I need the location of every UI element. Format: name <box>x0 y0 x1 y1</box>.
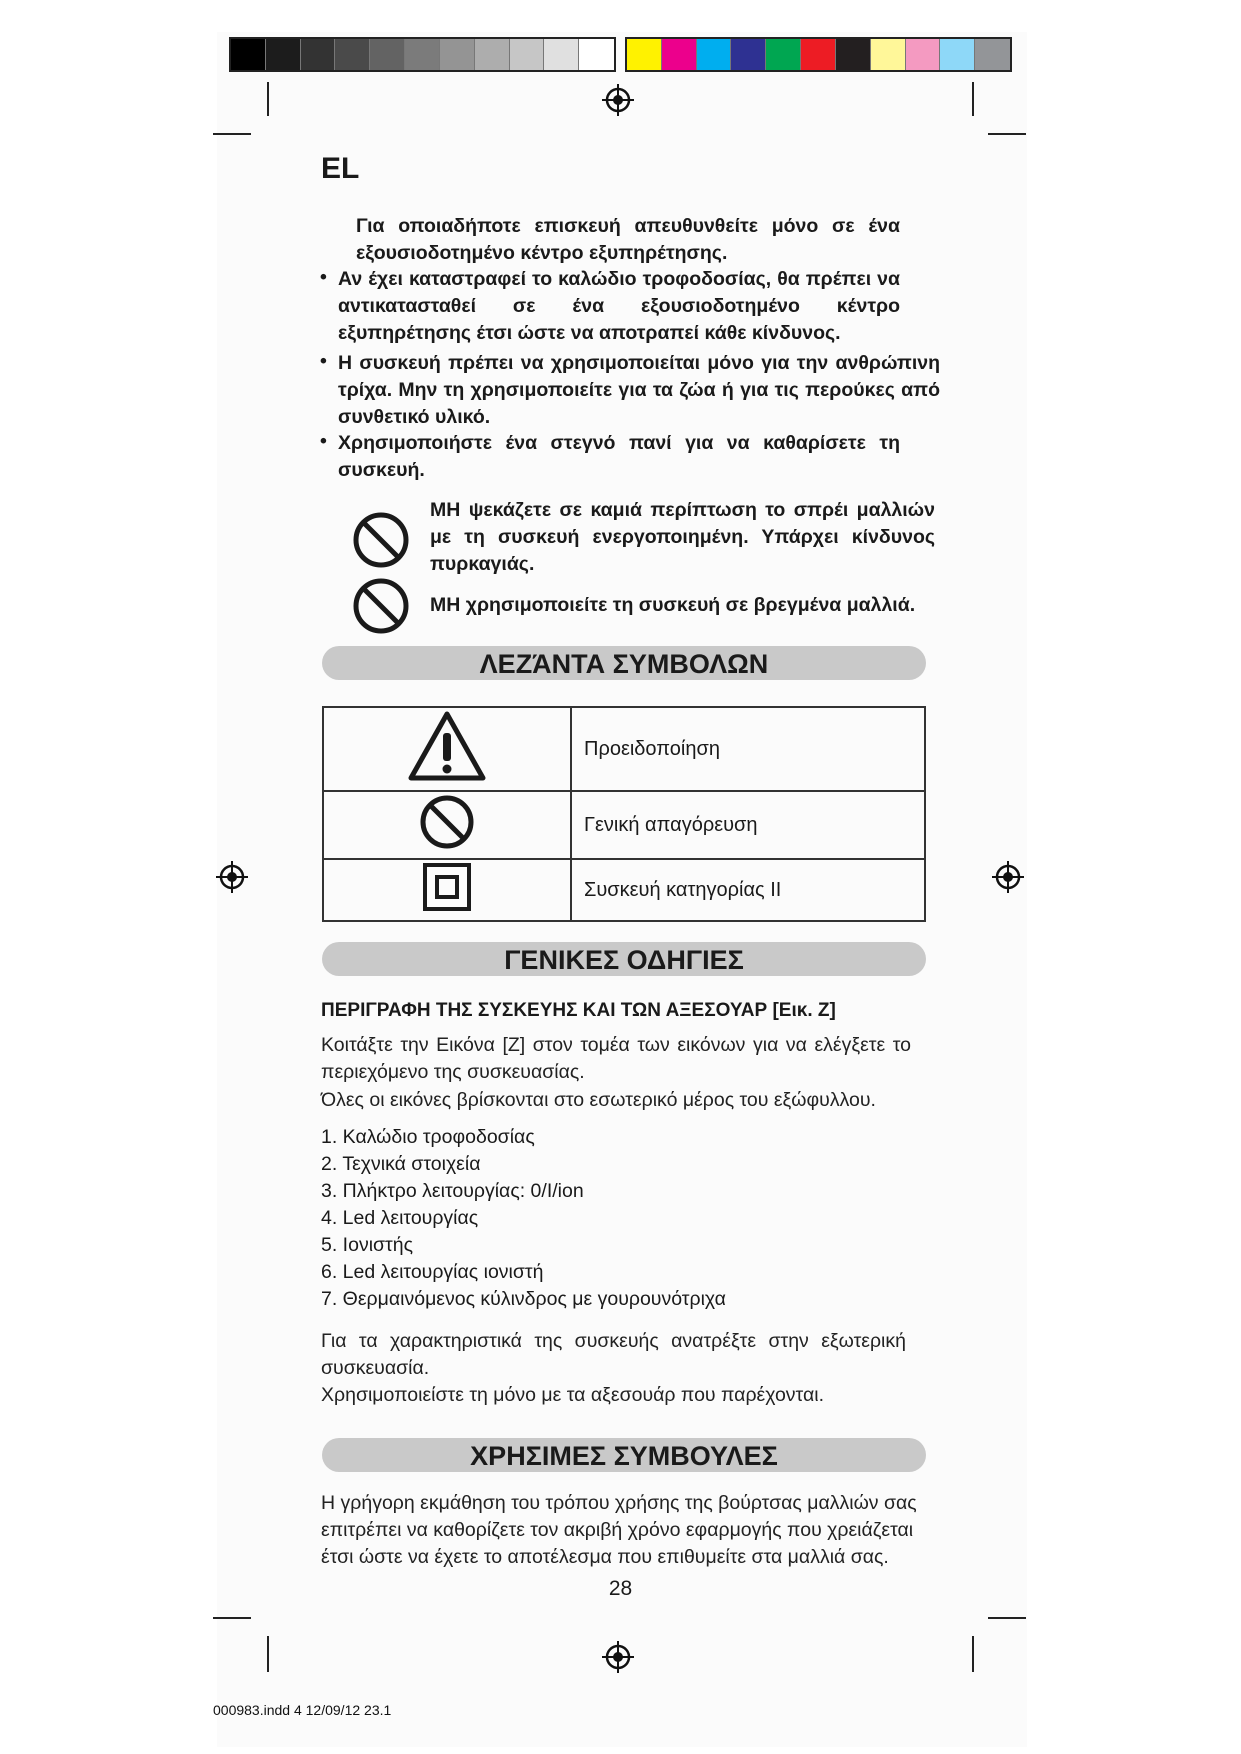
process-color-bar <box>625 37 1012 72</box>
section-banner-tips: ΧΡΗΣΙΜΕΣ ΣΥΜΒΟΥΛΕΣ <box>322 1438 926 1472</box>
color-swatch <box>731 39 766 70</box>
crop-mark <box>988 1617 1026 1619</box>
crop-mark <box>972 82 974 116</box>
warning-wet-hair: ΜΗ χρησιμοποιείτε τη συσκευή σε βρεγμένα μαλλιά. <box>430 594 916 616</box>
warning-triangle-icon <box>406 709 488 783</box>
list-item: 6. Led λειτουργίας ιονιστή <box>321 1261 544 1283</box>
color-swatch <box>301 39 336 70</box>
color-swatch <box>335 39 370 70</box>
list-item: 1. Καλώδιο τροφοδοσίας <box>321 1126 535 1148</box>
color-swatch <box>766 39 801 70</box>
safety-bullet <box>338 266 900 347</box>
list-item: 7. Θερμαινόμενος κύλινδρος με γουρουνότριχα <box>321 1288 726 1310</box>
tips-text: Η γρήγορη εκμάθηση του τρόπου χρήσης της βούρτσας μαλλιών σας επιτρέπει να καθορίζετε τον ακριβή χρόνο εφαρμογής που χρειάζεται έτσι ώστε να έχετε το αποτέλεσμα που επιθυμείτε στα μαλλιά σας. <box>321 1492 917 1568</box>
bullet-dot: • <box>320 350 327 372</box>
color-swatch <box>475 39 510 70</box>
safety-bullet-text: Η συσκευή πρέπει να χρησιμοποιείται μόνο για την ανθρώπινη τρίχα. Μην τη χρησιμοποιείτε για τα ζώα ή για τις περούκες από συνθετικό υλικό. <box>338 352 940 428</box>
safety-bullet-text: Αν έχει καταστραφεί το καλώδιο τροφοδοσίας, θα πρέπει να αντικατασταθεί σε ένα εξουσιοδοτημένο κέντρο εξυπηρέτησης έτσι ώστε να αποτραπεί κάθε κίνδυνος. <box>338 268 900 344</box>
color-swatch <box>579 39 614 70</box>
images-location-text: Όλες οι εικόνες βρίσκονται στο εσωτερικό μέρος του εξώφυλλου. <box>321 1089 876 1111</box>
color-swatch <box>544 39 579 70</box>
color-swatch <box>940 39 975 70</box>
language-code: EL <box>321 152 360 185</box>
page-number: 28 <box>608 1577 633 1600</box>
registration-mark-icon <box>602 84 634 116</box>
section-banner-general: ΓΕΝΙΚΕΣ ΟΔΗΓΙΕΣ <box>322 942 926 976</box>
print-slug: 000983.indd 4 12/09/12 23.1 <box>213 1702 392 1718</box>
color-swatch <box>801 39 836 70</box>
list-item: 4. Led λειτουργίας <box>321 1207 479 1229</box>
crop-mark <box>972 1636 974 1672</box>
list-item: 2. Τεχνικά στοιχεία <box>321 1153 481 1175</box>
legend-row <box>323 859 925 921</box>
symbol-legend-table <box>322 706 926 922</box>
accessories-text: Χρησιμοποιείστε τη μόνο με τα αξεσουάρ που παρέχονται. <box>321 1384 824 1406</box>
bullet-dot: • <box>320 430 327 452</box>
registration-mark-icon <box>602 1641 634 1673</box>
characteristics-text: Για τα χαρακτηριστικά της συσκευής ανατρέξτε στην εξωτερική συσκευασία. <box>321 1330 906 1379</box>
color-swatch <box>836 39 871 70</box>
safety-bullet <box>338 430 900 484</box>
legend-row <box>323 707 925 791</box>
legend-row <box>323 791 925 859</box>
list-item: 5. Ιονιστής <box>321 1234 414 1256</box>
color-swatch <box>370 39 405 70</box>
legend-label: Συσκευή κατηγορίας II <box>571 859 925 921</box>
color-swatch <box>662 39 697 70</box>
warning-spray: ΜΗ ψεκάζετε σε καμιά περίπτωση το σπρέι μαλλιών με τη συσκευή ενεργοποιημένη. Υπάρχει κίνδυνος πυρκαγιάς. <box>430 499 935 575</box>
registration-mark-icon <box>216 861 248 893</box>
prohibition-icon <box>418 793 476 851</box>
color-swatch <box>440 39 475 70</box>
prohibition-icon <box>351 576 411 636</box>
safety-intro: Για οποιαδήποτε επισκευή απευθυνθείτε μόνο σε ένα εξουσιοδοτημένο κέντρο εξυπηρέτησης. <box>356 215 900 264</box>
color-swatch <box>871 39 906 70</box>
registration-mark-icon <box>992 861 1024 893</box>
bullet-dot: • <box>320 266 327 288</box>
grayscale-color-bar <box>229 37 616 72</box>
color-swatch <box>627 39 662 70</box>
crop-mark <box>213 1617 251 1619</box>
color-swatch <box>510 39 545 70</box>
crop-mark <box>988 133 1026 135</box>
legend-label: Προειδοποίηση <box>571 707 925 791</box>
list-item: 3. Πλήκτρο λειτουργίας: 0/I/ion <box>321 1180 584 1202</box>
color-swatch <box>697 39 732 70</box>
color-swatch <box>906 39 941 70</box>
legend-icon-cell <box>323 707 571 791</box>
crop-mark <box>267 1636 269 1672</box>
crop-mark <box>213 133 251 135</box>
safety-bullet <box>338 350 940 431</box>
prohibition-icon <box>351 510 411 570</box>
legend-label: Γενική απαγόρευση <box>571 791 925 859</box>
safety-bullet-text: Χρησιμοποιήστε ένα στεγνό πανί για να καθαρίσετε τη συσκευή. <box>338 432 900 481</box>
color-swatch <box>405 39 440 70</box>
description-subheading: ΠΕΡΙΓΡΑΦΗ ΤΗΣ ΣΥΣΚΕΥΗΣ ΚΑΙ ΤΩΝ ΑΞΕΣΟΥΑΡ [Εικ. Z] <box>321 1000 836 1021</box>
color-swatch <box>266 39 301 70</box>
crop-mark <box>267 82 269 116</box>
class-ii-icon <box>422 862 472 912</box>
color-swatch <box>231 39 266 70</box>
legend-icon-cell <box>323 859 571 921</box>
color-swatch <box>975 39 1010 70</box>
section-banner-legend: ΛΕΖΆΝΤΑ ΣΥΜΒΟΛΩΝ <box>322 646 926 680</box>
parts-list <box>321 1124 726 1313</box>
package-contents-text: Κοιτάξτε την Εικόνα [Z] στον τομέα των εικόνων για να ελέγξετε το περιεχόμενο της συσκευασίας. <box>321 1034 911 1083</box>
legend-icon-cell <box>323 791 571 859</box>
